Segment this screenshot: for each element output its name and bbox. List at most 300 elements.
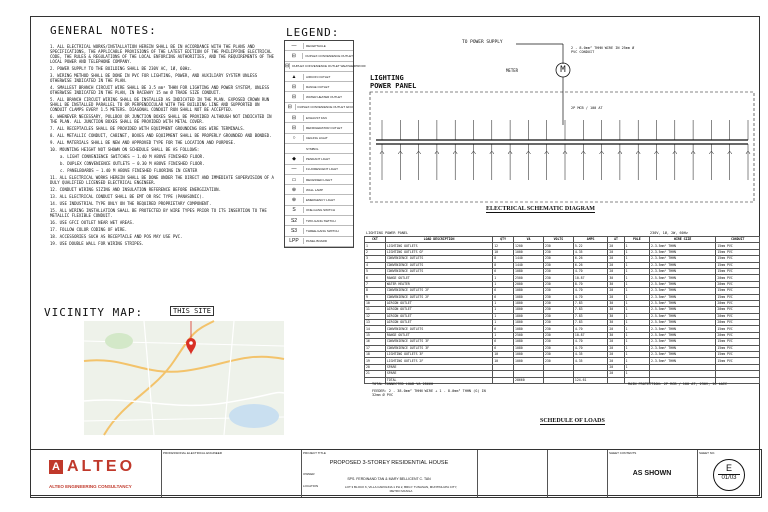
schedule-cell: 1	[624, 281, 649, 287]
schedule-cell: 1080	[514, 294, 544, 300]
schedule-cell: LIGHTING OUTLETS 2F	[385, 358, 492, 364]
schedule-cell: 1800	[514, 313, 544, 319]
electrical-schematic	[366, 30, 760, 220]
schedule-cell: 15mm PVC	[716, 249, 760, 255]
schedule-cell: LIGHTING OUTLETS	[385, 243, 492, 249]
schedule-cell: AIRCON OUTLET	[385, 320, 492, 326]
schedule-cell: 6	[493, 339, 514, 345]
note-item: 9. ALL MATERIALS SHALL BE NEW AND APPROVED TYPE FOR THE LOCATION AND PURPOSE.	[50, 140, 236, 145]
schedule-cell: 2-3.5mm² THHN	[650, 243, 716, 249]
schedule-cell: 6.26	[573, 262, 607, 268]
sheet-number: 01/03	[718, 474, 740, 481]
schedule-cell: 30	[608, 300, 624, 306]
schedule-cell: 1	[624, 262, 649, 268]
legend-symbol-icon: ⊕	[285, 187, 304, 193]
schedule-header-cell: CONDUIT	[716, 237, 760, 243]
schedule-cell: 12	[493, 243, 514, 249]
schedule-cell: 4.70	[573, 345, 607, 351]
schedule-title-text: SCHEDULE OF LOADS	[540, 418, 605, 424]
note-item: 16. USE GFCI OUTLET NEAR WET AREAS.	[50, 220, 135, 225]
schedule-cell: 9	[365, 294, 386, 300]
schedule-cell: 230	[543, 339, 573, 345]
legend-symbol-icon: ⊟	[285, 115, 304, 121]
schedule-cell: 4.35	[573, 358, 607, 364]
legend-row	[285, 41, 353, 51]
schedule-cell: CONVENIENCE OUTLETS 2F	[385, 294, 492, 300]
schedule-cell: 1	[624, 332, 649, 338]
logo-mark: A	[49, 460, 63, 474]
schedule-cell: 2-3.5mm² THHN	[650, 294, 716, 300]
schedule-cell: 7.83	[573, 300, 607, 306]
schedule-cell: 30	[608, 332, 624, 338]
legend-symbol-icon: —	[285, 43, 304, 49]
schedule-cell: 15mm PVC	[716, 256, 760, 262]
legend-description: TWO-GANG SWITCH	[306, 218, 336, 223]
schedule-cell: 20mm PVC	[716, 307, 760, 313]
schedule-cell: 1	[493, 307, 514, 313]
schematic-graphic	[366, 30, 760, 220]
schedule-cell: CONVENIENCE OUTLETS	[385, 268, 492, 274]
branch-circuit	[691, 120, 695, 180]
schedule-cell: 1080	[514, 288, 544, 294]
schedule-cell: 230	[543, 268, 573, 274]
schedule-cell: 2-5.5mm² THHN	[650, 275, 716, 281]
schedule-cell: 1	[624, 339, 649, 345]
location-value: LOT 3 BLOCK 6, VILLA CAROLINA 1 PH 2, BRGY. TUNASAN, MUNTINLUPA CITY, METRO MANILA	[344, 485, 458, 493]
project-name: PROPOSED 3-STOREY RESIDENTIAL HOUSE	[329, 460, 449, 466]
schedule-cell: 230	[543, 256, 573, 262]
schedule-cell: CONVENIENCE OUTLETS 2F	[385, 288, 492, 294]
schedule-cell: 1	[624, 358, 649, 364]
branch-circuit	[453, 120, 457, 180]
legend-description: DUPLEX CONVENIENCE OUTLET GFCI	[297, 105, 353, 110]
schedule-cell: 20	[608, 256, 624, 262]
note-item: 5. ALL BRANCH CIRCUIT WIRING SHALL BE INSTALLED AS INDICATED IN THE PLAN. EXPOSED CROWN RUN SHALL BE INSTALLED PARALLEL TO OR PERPENDICULAR WITH THE BUILDING LINE AND SUPPORTED ON CONDUIT CLAMPS EVERY 1.5 METERS. DIAGONAL CONDUIT RUN SHALL NOT BE ACCEPTED.	[50, 97, 270, 112]
brand-logo	[49, 458, 135, 476]
schedule-cell: 10	[365, 300, 386, 306]
branch-circuit	[398, 120, 402, 180]
schedule-cell: 4.70	[573, 294, 607, 300]
schedule-table	[364, 236, 760, 384]
note-item: 19. USE DOUBLE WALL FOR WIRING STRIPES.	[50, 241, 144, 246]
feeder-note: FEEDER: 2 - 38.0mm² THHN WIRE + 1 - 8.0mm² THHN (G) IN 32mm Ø PVC	[372, 389, 486, 397]
schedule-cell: 20mm PVC	[716, 281, 760, 287]
schedule-cell: 2-3.5mm² THHN	[650, 256, 716, 262]
notes-title: GENERAL NOTES:	[50, 24, 157, 37]
schedule-cell: SPARE	[385, 371, 492, 377]
schedule-cell: 7.83	[573, 313, 607, 319]
note-item: 17. FOLLOW COLOR CODING OF WIRE.	[50, 227, 128, 232]
schedule-cell	[608, 377, 624, 383]
schedule-cell: 2-5.5mm² THHN	[650, 281, 716, 287]
schedule-cell: SPARE	[385, 364, 492, 370]
schedule-cell: 230	[543, 313, 573, 319]
legend-row	[285, 123, 353, 133]
schedule-cell: 20	[608, 358, 624, 364]
schedule-cell: 1	[624, 268, 649, 274]
schedule-cell: 20	[365, 364, 386, 370]
note-item: 6. WHENEVER NECESSARY, PULLBOX OR JUNCTION BOXES SHALL BE PROVIDED ALTHOUGH NOT INDICATED IN THE PLAN. ALL JUNCTION BOXES SHALL BE PROVIDED WITH METAL COVER.	[50, 114, 272, 124]
general-notes	[50, 44, 276, 248]
schedule-cell: 3	[365, 256, 386, 262]
schedule-cell: 1	[624, 275, 649, 281]
schedule-cell: 1000	[514, 358, 544, 364]
schedule-cell: 20	[608, 371, 624, 377]
schedule-cell: 6	[493, 326, 514, 332]
schedule-cell: 1	[624, 326, 649, 332]
schedule-cell: 1	[493, 320, 514, 326]
project-label: PROJECT TITLE	[303, 451, 326, 455]
legend-symbol-icon: ⊟	[285, 63, 290, 70]
vicinity-map	[84, 321, 284, 435]
schedule-cell: 13	[365, 320, 386, 326]
schedule-cell: RANGE OUTLET	[385, 275, 492, 281]
schedule-cell: 20	[608, 288, 624, 294]
schedule-header-cell: QTY	[493, 237, 514, 243]
legend-description: CEILING LIGHT	[306, 136, 328, 141]
schedule-cell: 10.87	[573, 332, 607, 338]
schedule-header-cell: WIRE SIZE	[650, 237, 716, 243]
branch-circuit	[545, 120, 549, 180]
schedule-cell: 1	[624, 300, 649, 306]
legend-description: RANGE OUTLET	[306, 84, 330, 89]
legend-description: AIRCON OUTLET	[306, 74, 331, 79]
schedule-cell: 1	[624, 249, 649, 255]
schedule-cell: 2-3.5mm² THHN	[650, 339, 716, 345]
schedule-cell: 230	[543, 358, 573, 364]
schedule-cell: 17	[365, 345, 386, 351]
schedule-cell: 10.87	[573, 275, 607, 281]
schedule-cell: 20	[608, 364, 624, 370]
schedule-cell: CONVENIENCE OUTLETS 3F	[385, 339, 492, 345]
schedule-cell: 230	[543, 294, 573, 300]
schedule-cell: 1	[493, 281, 514, 287]
schedule-cell: 15mm PVC	[716, 326, 760, 332]
schedule-cell: AIRCON OUTLET	[385, 313, 492, 319]
tb-contents-cell	[607, 450, 698, 497]
title-block	[30, 449, 762, 498]
meter-label: METER	[506, 68, 519, 73]
schedule-cell: 1000	[514, 352, 544, 358]
note-item: 12. CONDUIT WIRING SIZING AND INSULATION REFERENCE BEFORE ENERGIZATION.	[50, 187, 221, 192]
schedule-cell: 1	[493, 313, 514, 319]
schedule-cell: 1200	[514, 243, 544, 249]
schedule-cell: 6.26	[573, 256, 607, 262]
schedule-cell: 30	[608, 275, 624, 281]
legend-table	[284, 40, 366, 248]
total-note: TOTAL CONNECTED LOAD VA 28660	[372, 382, 434, 386]
schedule-cell: 1	[493, 332, 514, 338]
schedule-cell: 2	[365, 249, 386, 255]
branch-circuit	[417, 120, 421, 180]
schedule-cell: 12	[365, 313, 386, 319]
legend-row	[285, 62, 366, 72]
schedule-cell: 4.70	[573, 326, 607, 332]
note-item: 11. ALL ELECTRICAL WORKS HEREIN SHALL BE DONE UNDER THE DIRECT AND IMMEDIATE SUPERVISION OF A DULY QUALIFIED LICENSED ELECTRICAL ENGINEER.	[50, 175, 274, 185]
legend-description: PANEL BOARD	[306, 239, 328, 244]
branch-circuit	[380, 120, 384, 180]
schedule-cell: 1440	[514, 256, 544, 262]
schedule-cell: 1440	[514, 262, 544, 268]
schedule-cell: 20	[608, 352, 624, 358]
schedule-cell: CONVENIENCE OUTLETS	[385, 326, 492, 332]
schedule-cell: 230	[543, 275, 573, 281]
schedule-cell: 6	[365, 275, 386, 281]
schedule-header-cell: POLE	[624, 237, 649, 243]
legend-symbol-icon: —	[285, 166, 304, 172]
schedule-cell: 6	[493, 294, 514, 300]
schedule-cell: 6	[493, 288, 514, 294]
legend-symbol-icon: ○	[285, 135, 304, 141]
schedule-cell: 11	[365, 307, 386, 313]
schedule-cell: 2-5.5mm² THHN	[650, 300, 716, 306]
legend-row	[285, 226, 353, 236]
schedule-cell: CONVENIENCE OUTLETS 3F	[385, 345, 492, 351]
panel-label-line2: POWER PANEL	[370, 82, 417, 90]
note-item: 10. MOUNTING HEIGHT NOT SHOWN ON SCHEDULE SHALL BE AS FOLLOWS:	[50, 147, 200, 152]
branch-circuit	[709, 120, 713, 180]
legend-title: LEGEND:	[286, 26, 340, 39]
schedule-cell: 2-3.5mm² THHN	[650, 345, 716, 351]
schedule-cell: 230	[543, 320, 573, 326]
schedule-cell: 4.35	[573, 249, 607, 255]
legend-description: PENDANT LIGHT	[306, 156, 330, 161]
branch-circuit	[508, 120, 512, 180]
branch-circuit	[563, 120, 567, 180]
legend-symbol-icon: S2	[285, 218, 304, 224]
schedule-cell: 2-3.5mm² THHN	[650, 358, 716, 364]
legend-description: FLUORESCENT LIGHT	[306, 167, 338, 172]
schedule-title	[540, 418, 605, 425]
legend-row	[285, 82, 353, 92]
schedule-cell: 2-3.5mm² THHN	[650, 326, 716, 332]
schedule-cell: 2500	[514, 332, 544, 338]
schedule-cell: 20	[608, 268, 624, 274]
note-item: 3. WIRING METHOD SHALL BE DONE IN PVC FOR LIGHTING, POWER, AND AUXILIARY SYSTEM UNLESS OTHERWISE INDICATED IN THE PLAN.	[50, 73, 258, 83]
schematic-title-text: ELECTRICAL SCHEMATIC DIAGRAM	[486, 206, 595, 212]
sheet-no-label: SHEET NO.	[699, 451, 716, 455]
schedule-cell: 20	[608, 339, 624, 345]
schedule-cell: 7	[365, 281, 386, 287]
legend-row	[285, 185, 353, 195]
schedule-cell: 230	[543, 307, 573, 313]
map-graphic	[84, 321, 284, 435]
tb-sheetno-cell	[697, 450, 761, 497]
legend-symbol-icon: S3	[285, 228, 304, 234]
schedule-cell: 15mm PVC	[716, 288, 760, 294]
schedule-header-cell: VA	[514, 237, 544, 243]
schedule-cell: 4.35	[573, 352, 607, 358]
schedule-cell: 30	[608, 281, 624, 287]
meter-symbol: M	[560, 65, 566, 75]
schedule-cell: 30	[608, 313, 624, 319]
schedule-cell: 230	[543, 326, 573, 332]
schedule-cell: WATER HEATER	[385, 281, 492, 287]
owner-label: OWNER	[303, 472, 315, 476]
schedule-cell: 15mm PVC	[716, 339, 760, 345]
schedule-cell: 1	[624, 371, 649, 377]
legend-description: REFRIGERATOR OUTLET	[306, 126, 343, 131]
legend-description: RECESSED LIGHT	[306, 177, 333, 182]
schedule-system-label: 230V, 1Ø, 2W, 60Hz	[650, 231, 688, 235]
schedule-cell: 1	[624, 320, 649, 326]
schedule-cell: 1080	[514, 339, 544, 345]
schedule-cell: 1	[624, 345, 649, 351]
schedule-cell: 124.61	[573, 377, 607, 383]
schedule-cell: 1080	[514, 326, 544, 332]
branch-circuit	[600, 120, 604, 180]
schedule-header-cell: VOLTS	[543, 237, 573, 243]
branch-circuit	[490, 120, 494, 180]
schedule-header-cell: AMPS	[573, 237, 607, 243]
schedule-cell: 230	[543, 300, 573, 306]
legend-description: EMERGENCY LIGHT	[306, 198, 335, 203]
schedule-cell: 1800	[514, 300, 544, 306]
legend-row	[285, 195, 353, 205]
branch-circuit	[435, 120, 439, 180]
schedule-cell: 4.70	[573, 339, 607, 345]
schedule-cell: 20mm PVC	[716, 332, 760, 338]
legend-symbol-icon: S	[285, 207, 304, 213]
schedule-cell: 20	[608, 345, 624, 351]
schedule-cell: 20	[608, 294, 624, 300]
schedule-cell: 10	[493, 352, 514, 358]
legend-row	[285, 72, 353, 82]
schedule-cell: 10	[493, 358, 514, 364]
legend-row	[285, 154, 353, 164]
branch-circuit	[655, 120, 659, 180]
note-subitem: a. LIGHT CONVENIENCE SWITCHES — 1.40 M ABOVE FINISHED FLOOR.	[60, 154, 205, 159]
schedule-cell: 4.70	[573, 268, 607, 274]
schedule-cell: 230	[543, 281, 573, 287]
schedule-cell: 4	[365, 262, 386, 268]
note-subitem: b. DUPLEX CONVENIENCE OUTLETS — 0.30 M ABOVE FINISHED FLOOR.	[60, 161, 205, 166]
branch-circuit	[728, 120, 732, 180]
branch-circuit	[673, 120, 677, 180]
schedule-cell: 1	[624, 307, 649, 313]
schedule-cell: 1000	[514, 249, 544, 255]
schedule-cell: 21	[365, 371, 386, 377]
protection-note: MAIN PROTECTION: 2P MCB / 100 AT, 230V, 10 kAIC	[628, 382, 728, 386]
brand-name: ALTEO	[67, 458, 136, 475]
schedule-cell: 1	[624, 294, 649, 300]
location-label: LOCATION	[303, 484, 319, 488]
note-subitem: c. PANELBOARDS — 1.40 M ABOVE FINISHED FLOORING IN CENTER	[60, 168, 198, 173]
legend-symbol-icon: ▲	[285, 74, 304, 80]
note-item: 7. ALL RECEPTACLES SHALL BE PROVIDED WITH EQUIPMENT GROUNDING BUS WIRE TERMINALS.	[50, 126, 246, 131]
schedule-cell: 230	[543, 352, 573, 358]
schedule-cell: LIGHTING OUTLETS 3F	[385, 352, 492, 358]
schedule-cell: 30	[608, 320, 624, 326]
schedule-cell: 1	[624, 256, 649, 262]
legend-row	[285, 165, 353, 175]
schematic-title	[486, 206, 595, 213]
legend-row	[285, 113, 353, 123]
schedule-cell: 2500	[514, 275, 544, 281]
schedule-cell: 20mm PVC	[716, 313, 760, 319]
schedule-cell: 1080	[514, 268, 544, 274]
legend-description: SYMBOL	[306, 146, 319, 151]
schedule-cell: 1	[624, 243, 649, 249]
tb-notes-cell	[477, 450, 548, 497]
schedule-cell: 6	[493, 268, 514, 274]
schedule-cell: 6	[493, 345, 514, 351]
schedule-cell: 1080	[514, 345, 544, 351]
legend-row	[285, 134, 353, 144]
schedule-cell: 230	[543, 288, 573, 294]
legend-description: DUPLEX CONVENIENCE OUTLET WEATHERPROOF	[292, 64, 366, 69]
owner-name: SPS. FERDINAND TAN & MARY BELLICENT C. TAN	[347, 477, 431, 481]
schedule-cell: 1	[365, 243, 386, 249]
schedule-header-cell: CKT	[365, 237, 386, 243]
legend-symbol-icon: ⊟	[285, 94, 304, 100]
schedule-cell: LIGHTING OUTLETS GF	[385, 249, 492, 255]
schedule-cell	[543, 377, 573, 383]
branch-circuit	[618, 120, 622, 180]
schedule-cell: 5.22	[573, 243, 607, 249]
legend-symbol-icon: ⊟	[285, 125, 304, 131]
schedule-cell: 8	[365, 288, 386, 294]
schedule-cell: CONVENIENCE OUTLETS	[385, 262, 492, 268]
schedule-cell: 230	[543, 249, 573, 255]
legend-row	[285, 175, 353, 185]
schedule-header-cell: AT	[608, 237, 624, 243]
note-item: 2. POWER SUPPLY TO THE BUILDING SHALL BE 230V AC, 1Ø, 60Hz.	[50, 66, 193, 71]
note-item: 4. SMALLEST BRANCH CIRCUIT WIRE SHALL BE 3.5 mm² THHN FOR LIGHTING AND POWER SYSTEM, UNLESS OTHERWISE INDICATED IN THE PLAN, IN RACEWAY 15 mm Ø TRADE SIZE CONDUIT.	[50, 85, 270, 95]
schedule-cell: 7.83	[573, 320, 607, 326]
sheet-badge	[713, 459, 745, 491]
legend-symbol-icon: ▭	[285, 177, 304, 183]
branch-circuit	[746, 120, 750, 180]
schedule-cell: 20mm PVC	[716, 320, 760, 326]
schedule-cell: 230	[543, 332, 573, 338]
schedule-cell: 1	[624, 288, 649, 294]
schedule-cell: 20	[608, 249, 624, 255]
legend-row	[285, 144, 353, 154]
panel-label-line1: LIGHTING	[370, 74, 404, 82]
scale-value: AS SHOWN	[632, 470, 672, 477]
schedule-cell: 2-5.5mm² THHN	[650, 307, 716, 313]
schedule-cell: 20mm PVC	[716, 275, 760, 281]
schedule-cell: TOTAL	[385, 377, 492, 383]
schedule-cell: 18	[365, 352, 386, 358]
schedule-cell: 14	[365, 326, 386, 332]
legend-description: THREE-GANG SWITCH	[306, 228, 339, 233]
tb-project-cell	[301, 450, 478, 497]
schedule-cell: 1800	[514, 307, 544, 313]
schedule-cell: 1	[493, 300, 514, 306]
note-item: 14. USE INDUSTRIAL TYPE ONLY ON THE REQUIRED PROPRIETARY COMPONENT.	[50, 201, 212, 206]
brand-subtitle: ALTEO ENGINEERING CONSULTANCY	[49, 484, 132, 489]
schedule-cell: 230	[543, 345, 573, 351]
schedule-cell: 16	[365, 339, 386, 345]
legend-row	[285, 92, 353, 102]
site-label: THIS SITE	[170, 306, 214, 316]
power-supply-label: TO POWER SUPPLY	[462, 40, 503, 45]
branch-circuit	[636, 120, 640, 180]
schedule-cell: CONVENIENCE OUTLETS	[385, 256, 492, 262]
legend-symbol-icon: ⊕	[285, 197, 304, 203]
legend-row	[285, 103, 353, 113]
note-item: 8. ALL METALLIC CONDUIT, CABINET, BOXES AND EQUIPMENT SHALL BE PROPERLY GROUNDED AND BONDED.	[50, 133, 272, 138]
schedule-cell: RANGE OUTLET	[385, 332, 492, 338]
schedule-cell: 15mm PVC	[716, 358, 760, 364]
legend-row	[285, 206, 353, 216]
schedule-cell: 15mm PVC	[716, 262, 760, 268]
note-item: 15. ALL WIRING INSTALLATION SHALL BE PROTECTED BY WIRE TYPES PRIOR TO ITS INSERTION TO THE METALLIC FLEXIBLE CONDUIT.	[50, 208, 267, 218]
note-item: 18. ACCESSORIES SUCH AS RECEPTACLE AND POS MAY USE PVC.	[50, 234, 183, 239]
schedule-cell: 2-5.5mm² THHN	[650, 332, 716, 338]
